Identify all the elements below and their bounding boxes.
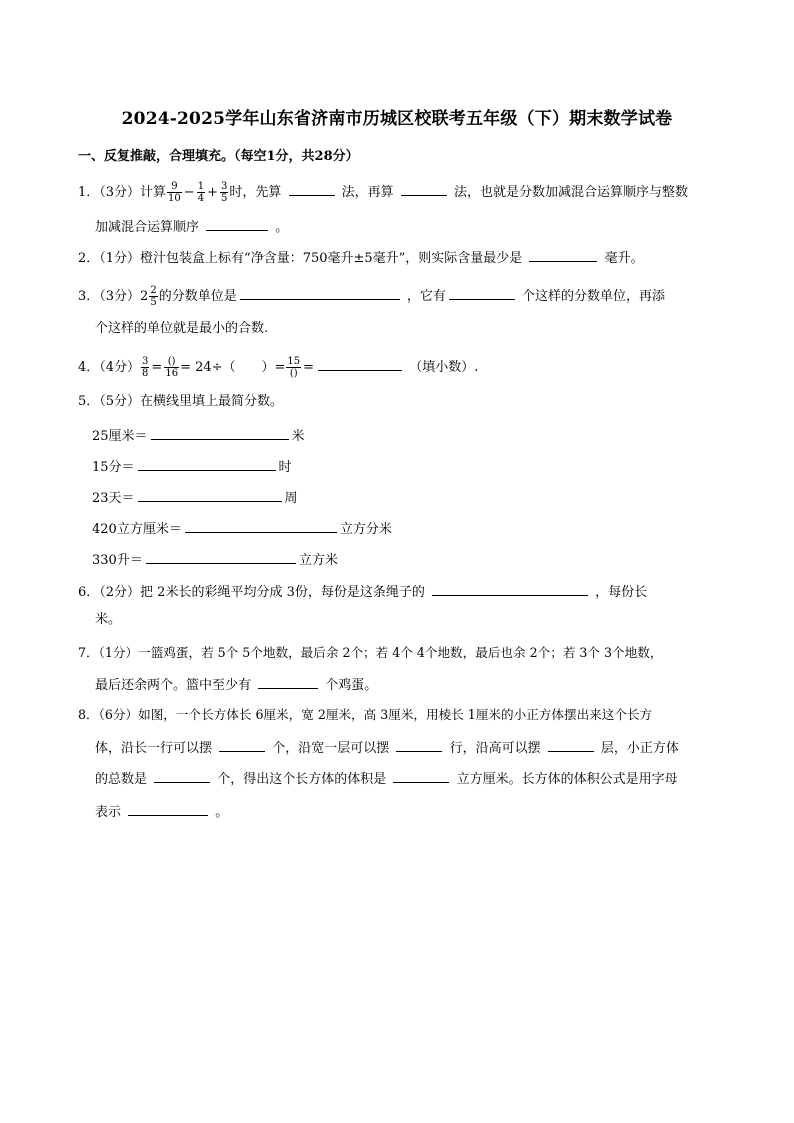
answer-blank[interactable] (128, 801, 208, 816)
question-6: 6．（2分）把 2米长的彩绳平均分成 3份，每份是这条绳子的 ，每份长 (78, 581, 647, 602)
conversion-item: 330升＝ 立方米 (92, 549, 338, 570)
question-8-cont: 体，沿长一行可以摆 个，沿宽一层可以摆 行，沿高可以摆 层，小正方体 (95, 737, 679, 758)
fraction: $\frac{15}{()}$ (287, 356, 301, 379)
section-heading: 一、反复推敲，合理填充。（每空1分，共28分） (78, 149, 359, 164)
answer-blank[interactable] (138, 456, 276, 471)
question-1: 1．（3分）计算 $\frac{9}{10}$ − $\frac{1}{4}$ + $\frac{3}{5}$ 时，先算 法，再算 法，也就是分数加减混合运算顺序与整数 (78, 181, 688, 204)
answer-blank[interactable] (146, 549, 296, 564)
fraction: $\frac{9}{10}$ (168, 181, 181, 204)
answer-blank[interactable] (289, 181, 335, 196)
answer-blank[interactable] (396, 737, 442, 752)
answer-blank[interactable] (154, 768, 210, 783)
answer-blank[interactable] (258, 674, 318, 689)
question-6-cont: 米。 (95, 612, 122, 627)
question-8: 8．（6分）如图，一个长方体长 6厘米，宽 2厘米，高 3厘米，用棱长 1厘米的小正方体摆出来这个长方 (78, 707, 653, 722)
answer-blank[interactable] (401, 181, 447, 196)
answer-blank[interactable] (548, 737, 594, 752)
question-7-cont: 最后还余两个。篮中至少有 个鸡蛋。 (95, 674, 377, 695)
conversion-item: 15分＝ 时 (92, 456, 292, 477)
answer-blank[interactable] (393, 768, 449, 783)
answer-blank[interactable] (151, 425, 289, 440)
question-7: 7．（1分）一篮鸡蛋，若 5个 5个地数，最后余 2个；若 4个 4个地数，最后也余 2个；若 3个 3个地数， (78, 645, 663, 660)
fraction: $\frac{3}{8}$ (142, 356, 149, 379)
question-3: 3．（3分）2 $\frac{2}{5}$ 的分数单位是 ，它有 个这样的分数单位，再添 (78, 285, 666, 308)
question-1-cont: 加减混合运算顺序 。 (95, 216, 288, 237)
question-5: 5．（5分）在横线里填上最简分数。 (78, 394, 284, 409)
fraction: $\frac{2}{5}$ (150, 285, 157, 308)
answer-blank[interactable] (240, 285, 400, 300)
answer-blank[interactable] (449, 285, 515, 300)
question-8-cont: 的总数是 个，得出这个长方体的体积是 立方厘米。长方体的体积公式是用字母 (95, 768, 678, 789)
question-3-cont: 个这样的单位就是最小的合数. (95, 321, 269, 336)
conversion-item: 23天＝ 周 (92, 487, 298, 508)
fraction: $\frac{3}{5}$ (220, 181, 228, 204)
conversion-item: 25厘米＝ 米 (92, 425, 305, 446)
conversion-item: 420立方厘米＝ 立方分米 (92, 518, 392, 539)
answer-blank[interactable] (219, 737, 265, 752)
answer-blank[interactable] (432, 581, 588, 596)
answer-blank[interactable] (138, 487, 282, 502)
question-4: 4．（4分） $\frac{3}{8}$ = $\frac{()}{16}$ = 24÷（ ）= $\frac{15}{()}$ = （填小数）. (78, 356, 479, 379)
fraction: $\frac{()}{16}$ (165, 356, 179, 379)
answer-blank[interactable] (529, 247, 597, 262)
fraction: $\frac{1}{4}$ (197, 181, 205, 204)
answer-blank[interactable] (318, 356, 402, 371)
answer-blank[interactable] (206, 216, 268, 231)
question-8-cont: 表示 。 (95, 801, 228, 822)
question-2: 2．（1分）橙汁包装盒上标有“净含量：750毫升±5毫升”，则实际含量最少是 毫升。 (78, 247, 644, 268)
page-title: 2024-2025学年山东省济南市历城区校联考五年级（下）期末数学试卷 (121, 109, 673, 129)
answer-blank[interactable] (185, 518, 337, 533)
